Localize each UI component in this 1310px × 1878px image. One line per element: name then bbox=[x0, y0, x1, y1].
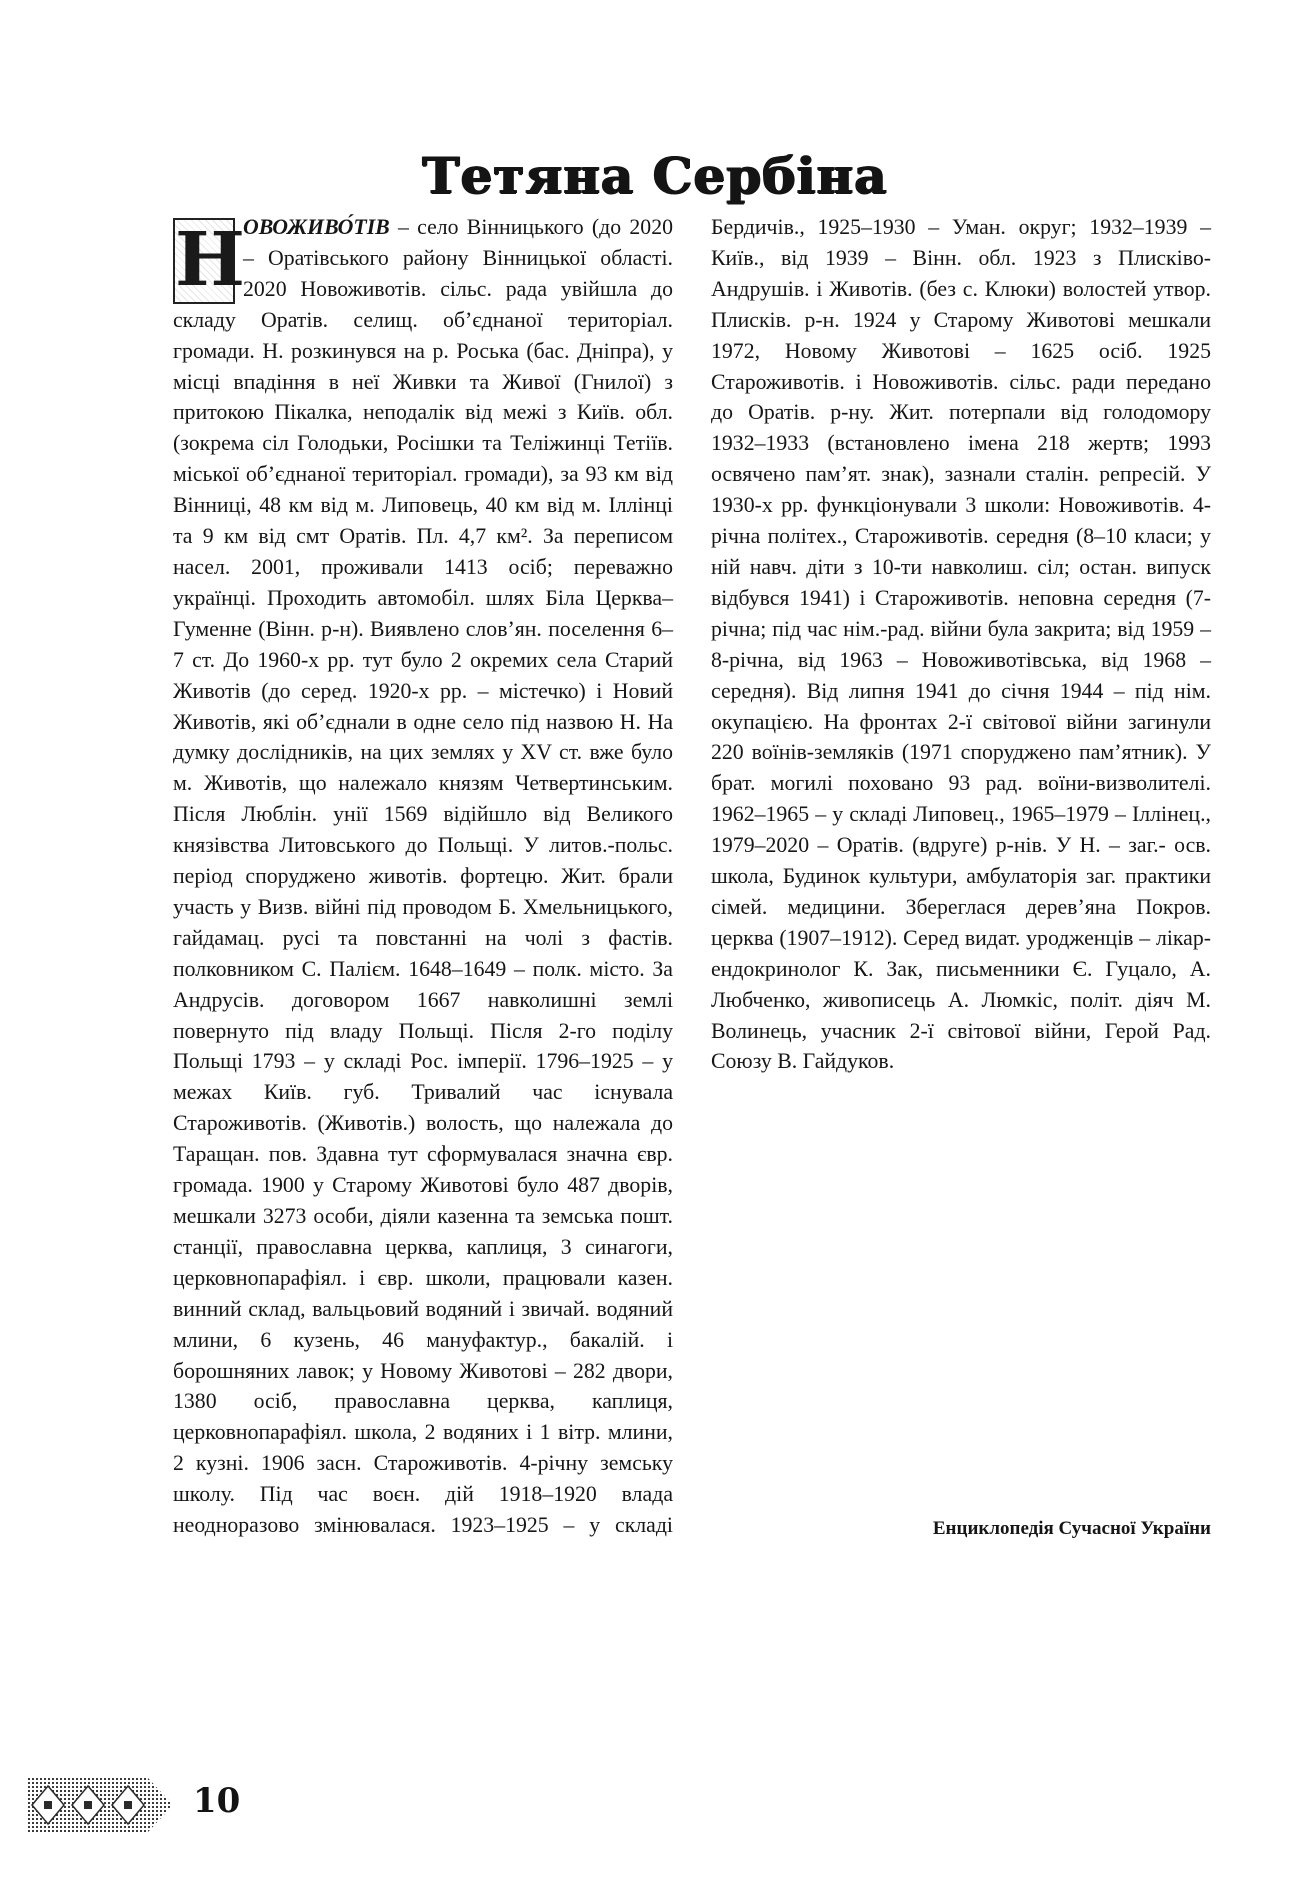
drop-cap: Н bbox=[175, 217, 245, 303]
article-text: – село Вінницького (до 2020 – Оратівського району Вінницької області. 2020 Новоживотів. сільс. рада увійшла до складу Оратів. селищ. об’єднаної територіал. громади. Н. розкинувся на р. Роська (бас. Дніпра), у місці впадіння в неї Живки та Живої (Гнилої) з притокою Пікалка, неподалік від межі з Київ. обл. (зокрема сіл Голодьки, Росішки та Теліжинці Тетіїв. міської об’єднаної територіал. громади), за 93 км від Вінниці, 48 км від м. Липовець, 40 км від м. Іллінці та 9 км від смт Оратів. Пл. 4,7 км². За переписом насел. 2001, проживали 1413 осіб; переважно українці. Проходить автомобіл. шлях Біла Церква–Гуменне (Вінн. р-н). Виявлено слов’ян. поселення 6–7 ст. До 1960-х рр. тут було 2 окремих села Старий Животів (до серед. 1920-х рр. – містечко) і Новий Животів, які об’єднали в одне село під назвою Н. На думку дослідників, на цих землях у XV ст. вже було м. Животів, що належало князям Четвертинським. Після Люблін. унії 1569 відійшло від Великого князівства Литовського до Польщі. У литов.-польс. період споруджено животів. фортецю. Жит. брали участь у Визв. війні під проводом Б. Хмельницького, гайдамац. русі та повстанні на чолі з фастів. полковником С. Палієм. 1648–1649 – полк. місто. За Андрусів. договором 1667 навколишні землі повернуто під владу Польщі. Після 2-го поділу Польщі 1793 – у складі Рос. імперії. 1796–1925 – у межах Київ. губ. Тривалий час існувала Староживотів. (Животів.) волость, що належала до Таращан. пов. Здавна тут сформувалася значна євр. громада. 1900 у Старому Животові було 487 дворів, мешкали 3273 особи, діяли казенна та земська пошт. станції, православна церква, каплиця, 3 синагоги, церковнопарафіял. і євр. школи, працювали казен. винний склад, вальцьовий водяний і звичай. водяний млини, 6 кузень, 46 мануфактур., бакалій. і борошняних лавок; у Новому Животові – 282 двори, 1380 осіб, православна церква, каплиця, церковнопарафіял. школа, 2 водяних і 1 вітр. млини, 2 кузні. 1906 засн. Староживотів. 4-річну земську школу. Під час воєн. дій 1918–1920 влада неодноразово змінювалася. 1923–1925 – у складі Бердичів., 1925–1930 – Уман. округ; 1932–1939 – Київ., від 1939 – Вінн. обл. 1923 з Плисківо-Андрушів. і Животів. (без с. Клюки) волостей утвор. Плисків. р-н. 1924 у Старому Животові мешкали 1972, Новому Животові – 1625 осіб. 1925 Староживотів. і Новоживотів. сільс. ради передано до Оратів. р-ну. Жит. потерпали від голодомору 1932–1933 (встановлено імена 218 жертв; 1993 освячено пам’ят. знак), зазнали сталін. репресій. У 1930-х рр. функціонували 3 школи: Новоживотів. 4-річна політех., Староживотів. середня (8–10 класи; у ній навч. діти з 10-ти навколиш. сіл; остан. випуск відбувся 1941) і Староживотів. неповна середня (7-річна; під час нім.-рад. війни була закрита; від 1959 – 8-річна, від 1963 – Новоживотівська, від 1968 – середня). Від липня 1941 до січня 1944 – під нім. окупацією. На фронтах 2-ї світової війни загинули 220 воїнів-земляків (1971 споруджено пам’ятник). У брат. могилі поховано 93 рад. воїни-визволителі. 1962–1965 – у складі Липовец., 1965–1979 – Іллінец., 1979–2020 – Оратів. (вдруге) р-нів. У Н. – заг.- осв. школа, Будинок культури, амбулаторія заг. практики сімей. медицини. Збереглася дерев’яна Покров. церква (1907–1912). Серед видат. уродженців – лікар-ендокринолог К. Зак, письменники Є. Гуцало, А. Любченко, живописець А. Люмкіс, політ. діяч М. Волинець, учасник 2-ї світової війни, Герой Рад. Союзу В. Гайдуков. bbox=[173, 215, 1211, 1538]
article-body bbox=[173, 212, 1211, 1542]
article-headword: ОВОЖИВО́ТІВ bbox=[243, 215, 390, 239]
embroidery-ornament-icon bbox=[28, 1778, 173, 1832]
source-credit: Енциклопедія Сучасної України bbox=[932, 1518, 1211, 1539]
article-paragraph bbox=[173, 212, 1211, 1542]
page-title: Тетяна Сербіна bbox=[422, 146, 888, 205]
page-number: 10 bbox=[193, 1781, 241, 1821]
